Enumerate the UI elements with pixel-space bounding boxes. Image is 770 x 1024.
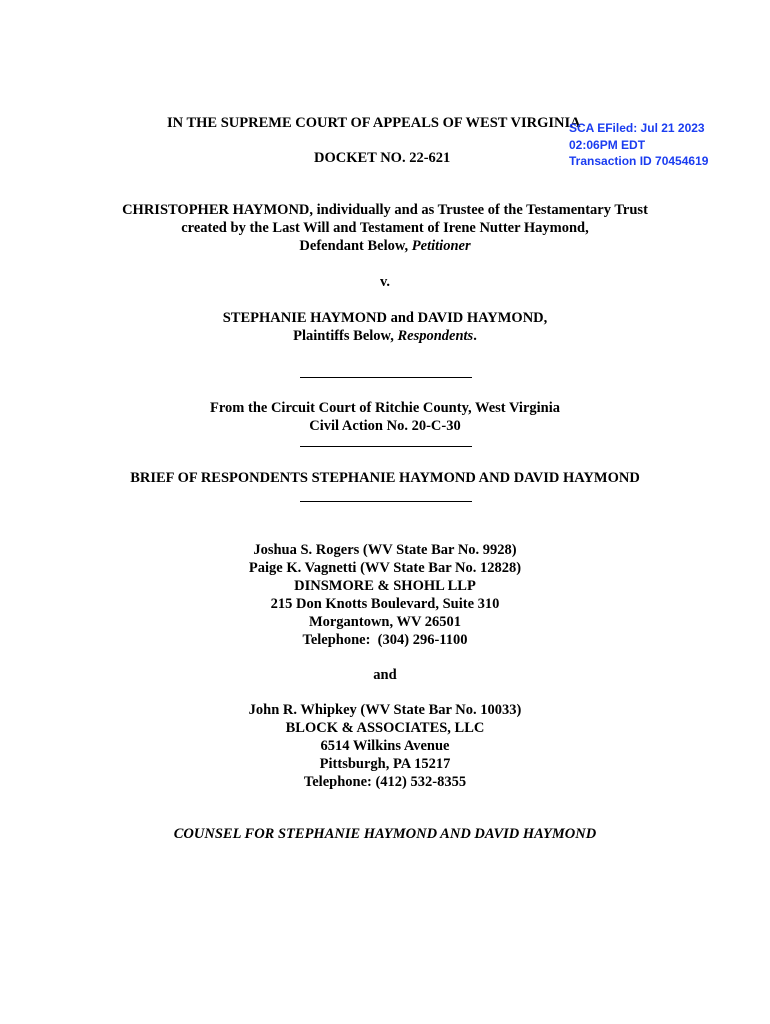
efiled-stamp-line: Transaction ID 70454619 (569, 154, 709, 168)
petitioner-designation (0, 237, 770, 255)
respondents-line: STEPHANIE HAYMOND and DAVID HAYMOND, (222, 310, 548, 326)
respondents-designation (0, 327, 770, 345)
conjunction-and: and (373, 667, 397, 683)
respondents-role: Respondents (397, 328, 474, 344)
respondents-designation-text: Plaintiffs Below, (293, 328, 398, 344)
divider-rule (300, 501, 472, 502)
efiled-stamp-line: 02:06PM EDT (569, 137, 646, 152)
respondents-period: . (473, 328, 477, 344)
docket-number: DOCKET NO. 22-621 (314, 150, 451, 166)
counsel-line: Morgantown, WV 26501 (308, 614, 462, 630)
counsel-line: Pittsburgh, PA 15217 (319, 756, 451, 772)
efiled-stamp-line: SCA EFiled: Jul 21 2023 (569, 121, 705, 135)
counsel-line: John R. Whipkey (WV State Bar No. 10033) (248, 702, 522, 718)
counsel-line: Joshua S. Rogers (WV State Bar No. 9928) (253, 542, 517, 558)
counsel-line: DINSMORE & SHOHL LLP (294, 578, 476, 594)
counsel-line: Telephone: (304) 296-1100 (302, 632, 468, 648)
counsel-line: 215 Don Knotts Boulevard, Suite 310 (270, 596, 500, 612)
counsel-line: BLOCK & ASSOCIATES, LLC (285, 720, 485, 736)
petitioner-role: Petitioner (411, 238, 471, 254)
origin-court: From the Circuit Court of Ritchie County, West Virginia (210, 400, 560, 416)
efiled-stamp (569, 120, 708, 170)
versus: v. (379, 274, 391, 290)
divider-rule (300, 446, 472, 447)
counsel-line: Telephone: (412) 532-8355 (303, 774, 467, 790)
divider-rule (300, 377, 472, 378)
petitioner-designation-text: Defendant Below, (299, 238, 412, 254)
civil-action-number: Civil Action No. 20-C-30 (309, 418, 461, 434)
petitioner-line: CHRISTOPHER HAYMOND, individually and as Trustee of the Testamentary Trust (122, 202, 648, 218)
counsel-line: 6514 Wilkins Avenue (320, 738, 450, 754)
court-heading: IN THE SUPREME COURT OF APPEALS OF WEST VIRGINIA (167, 115, 581, 131)
counsel-line: Paige K. Vagnetti (WV State Bar No. 12828) (248, 560, 522, 576)
brief-title: BRIEF OF RESPONDENTS STEPHANIE HAYMOND AND DAVID HAYMOND (130, 470, 640, 486)
petitioner-line: created by the Last Will and Testament of Irene Nutter Haymond, (181, 220, 589, 236)
counsel-for-heading: COUNSEL FOR STEPHANIE HAYMOND AND DAVID HAYMOND (173, 826, 597, 842)
